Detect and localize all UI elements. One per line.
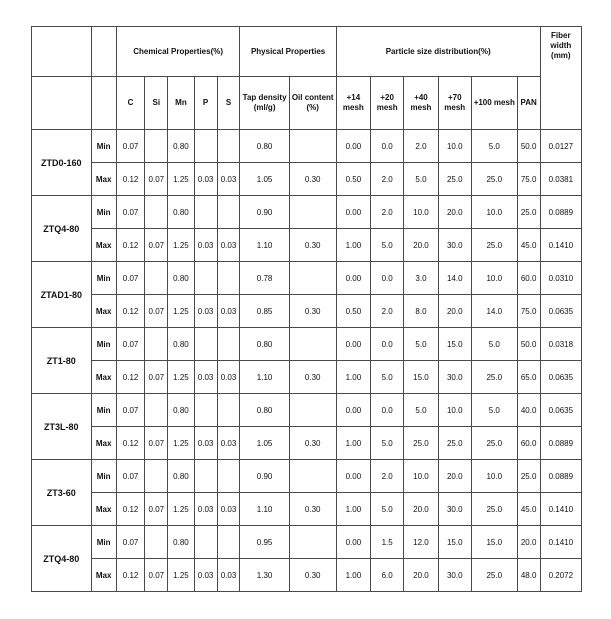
cell-si <box>145 196 168 229</box>
cell-m40: 5.0 <box>404 394 438 427</box>
cell-m70: 10.0 <box>438 130 471 163</box>
cell-oil: 0.30 <box>289 361 336 394</box>
cell-fiber: 0.1410 <box>540 493 581 526</box>
cell-oil: 0.30 <box>289 163 336 196</box>
max-label-cell: Max <box>91 427 116 460</box>
cell-pan: 25.0 <box>517 196 540 229</box>
cell-fiber: 0.0318 <box>540 328 581 361</box>
cell-m14: 0.00 <box>336 196 370 229</box>
cell-m100: 14.0 <box>471 295 517 328</box>
min-label-cell: Min <box>91 394 116 427</box>
table-row <box>32 229 582 262</box>
cell-s: 0.03 <box>217 361 240 394</box>
product-name-cell: ZTQ4-80 <box>32 526 92 592</box>
col-mesh70-header: +70 mesh <box>438 77 471 130</box>
cell-tap: 0.90 <box>240 196 289 229</box>
cell-p: 0.03 <box>194 427 217 460</box>
cell-pan: 60.0 <box>517 262 540 295</box>
cell-fiber: 0.1410 <box>540 229 581 262</box>
cell-m14: 0.00 <box>336 460 370 493</box>
cell-mn: 1.25 <box>168 427 194 460</box>
cell-m100: 25.0 <box>471 427 517 460</box>
product-name-cell: ZTQ4-80 <box>32 196 92 262</box>
cell-mn: 0.80 <box>168 130 194 163</box>
cell-m40: 20.0 <box>404 229 438 262</box>
cell-fiber: 0.0889 <box>540 427 581 460</box>
col-mn-header: Mn <box>168 77 194 130</box>
cell-m40: 5.0 <box>404 163 438 196</box>
cell-m70: 30.0 <box>438 361 471 394</box>
cell-pan: 20.0 <box>517 526 540 559</box>
specification-table <box>31 26 582 592</box>
cell-m70: 25.0 <box>438 427 471 460</box>
cell-s <box>217 262 240 295</box>
cell-tap: 1.10 <box>240 493 289 526</box>
cell-mn: 0.80 <box>168 262 194 295</box>
max-label-cell: Max <box>91 295 116 328</box>
col-c-header: C <box>116 77 145 130</box>
cell-p: 0.03 <box>194 493 217 526</box>
cell-m70: 30.0 <box>438 229 471 262</box>
group-header-row <box>32 27 582 77</box>
cell-c: 0.07 <box>116 196 145 229</box>
cell-m20: 5.0 <box>371 229 404 262</box>
cell-s <box>217 196 240 229</box>
cell-m100: 5.0 <box>471 328 517 361</box>
cell-m14: 0.00 <box>336 130 370 163</box>
cell-p: 0.03 <box>194 295 217 328</box>
cell-si: 0.07 <box>145 163 168 196</box>
cell-fiber: 0.0889 <box>540 196 581 229</box>
cell-fiber: 0.2072 <box>540 559 581 592</box>
cell-c: 0.12 <box>116 361 145 394</box>
col-p-header: P <box>194 77 217 130</box>
chemical-properties-header: Chemical Properties(%) <box>116 27 240 77</box>
cell-tap: 1.10 <box>240 229 289 262</box>
cell-m70: 20.0 <box>438 460 471 493</box>
min-label-cell: Min <box>91 526 116 559</box>
cell-m40: 20.0 <box>404 493 438 526</box>
cell-m14: 0.00 <box>336 526 370 559</box>
cell-m40: 2.0 <box>404 130 438 163</box>
cell-m70: 15.0 <box>438 526 471 559</box>
cell-si <box>145 328 168 361</box>
cell-s <box>217 526 240 559</box>
physical-properties-header: Physical Properties <box>240 27 336 77</box>
cell-fiber: 0.0635 <box>540 295 581 328</box>
table-row <box>32 262 582 295</box>
cell-p <box>194 394 217 427</box>
cell-m100: 10.0 <box>471 262 517 295</box>
column-header-row <box>32 77 582 130</box>
blank-header <box>32 77 92 130</box>
cell-si <box>145 526 168 559</box>
cell-p <box>194 130 217 163</box>
cell-m100: 25.0 <box>471 361 517 394</box>
cell-m40: 10.0 <box>404 460 438 493</box>
cell-p: 0.03 <box>194 229 217 262</box>
cell-c: 0.12 <box>116 559 145 592</box>
cell-m14: 1.00 <box>336 493 370 526</box>
table-row <box>32 130 582 163</box>
min-label-cell: Min <box>91 130 116 163</box>
cell-mn: 0.80 <box>168 196 194 229</box>
cell-s: 0.03 <box>217 559 240 592</box>
cell-tap: 0.80 <box>240 394 289 427</box>
table-row <box>32 328 582 361</box>
cell-mn: 0.80 <box>168 460 194 493</box>
cell-s: 0.03 <box>217 493 240 526</box>
cell-pan: 45.0 <box>517 229 540 262</box>
cell-c: 0.07 <box>116 262 145 295</box>
cell-si: 0.07 <box>145 229 168 262</box>
cell-m70: 14.0 <box>438 262 471 295</box>
cell-si: 0.07 <box>145 361 168 394</box>
cell-m20: 0.0 <box>371 328 404 361</box>
col-mesh100-header: +100 mesh <box>471 77 517 130</box>
cell-pan: 48.0 <box>517 559 540 592</box>
cell-m100: 25.0 <box>471 229 517 262</box>
cell-c: 0.07 <box>116 130 145 163</box>
table-row <box>32 460 582 493</box>
cell-s <box>217 460 240 493</box>
cell-m100: 25.0 <box>471 493 517 526</box>
cell-si: 0.07 <box>145 427 168 460</box>
cell-oil: 0.30 <box>289 427 336 460</box>
cell-m70: 15.0 <box>438 328 471 361</box>
cell-oil: 0.30 <box>289 559 336 592</box>
cell-tap: 0.80 <box>240 130 289 163</box>
blank-header-2 <box>91 77 116 130</box>
cell-pan: 60.0 <box>517 427 540 460</box>
col-s-header: S <box>217 77 240 130</box>
col-mesh14-header: +14 mesh <box>336 77 370 130</box>
cell-s <box>217 394 240 427</box>
cell-p <box>194 196 217 229</box>
cell-mn: 0.80 <box>168 526 194 559</box>
min-label-cell: Min <box>91 196 116 229</box>
cell-c: 0.12 <box>116 427 145 460</box>
cell-oil <box>289 328 336 361</box>
cell-m14: 0.00 <box>336 394 370 427</box>
cell-tap: 0.78 <box>240 262 289 295</box>
cell-fiber: 0.0381 <box>540 163 581 196</box>
cell-fiber: 0.0310 <box>540 262 581 295</box>
corner-cell <box>32 27 92 77</box>
cell-pan: 75.0 <box>517 163 540 196</box>
cell-mn: 1.25 <box>168 163 194 196</box>
cell-fiber: 0.0635 <box>540 394 581 427</box>
cell-m70: 30.0 <box>438 493 471 526</box>
cell-si: 0.07 <box>145 559 168 592</box>
cell-c: 0.12 <box>116 229 145 262</box>
cell-p <box>194 262 217 295</box>
cell-tap: 0.95 <box>240 526 289 559</box>
cell-pan: 40.0 <box>517 394 540 427</box>
cell-m20: 5.0 <box>371 427 404 460</box>
col-oil-content-header: Oil content (%) <box>289 77 336 130</box>
cell-m100: 10.0 <box>471 196 517 229</box>
cell-fiber: 0.0635 <box>540 361 581 394</box>
product-name-cell: ZTAD1-80 <box>32 262 92 328</box>
corner-cell-2 <box>91 27 116 77</box>
cell-c: 0.07 <box>116 328 145 361</box>
cell-mn: 0.80 <box>168 328 194 361</box>
cell-s: 0.03 <box>217 229 240 262</box>
cell-p <box>194 460 217 493</box>
cell-m20: 2.0 <box>371 460 404 493</box>
cell-m100: 10.0 <box>471 460 517 493</box>
cell-tap: 1.05 <box>240 427 289 460</box>
cell-m14: 1.00 <box>336 559 370 592</box>
cell-m100: 5.0 <box>471 130 517 163</box>
fiber-width-header: Fiber width (mm) <box>540 27 581 130</box>
cell-c: 0.07 <box>116 394 145 427</box>
cell-m20: 2.0 <box>371 163 404 196</box>
table-row <box>32 394 582 427</box>
table-row <box>32 559 582 592</box>
cell-c: 0.12 <box>116 295 145 328</box>
cell-oil: 0.30 <box>289 295 336 328</box>
cell-m70: 10.0 <box>438 394 471 427</box>
cell-m100: 25.0 <box>471 559 517 592</box>
cell-oil: 0.30 <box>289 493 336 526</box>
cell-p <box>194 526 217 559</box>
cell-m20: 1.5 <box>371 526 404 559</box>
cell-pan: 25.0 <box>517 460 540 493</box>
cell-mn: 0.80 <box>168 394 194 427</box>
max-label-cell: Max <box>91 229 116 262</box>
table-body <box>32 27 582 592</box>
cell-m20: 2.0 <box>371 196 404 229</box>
cell-pan: 50.0 <box>517 328 540 361</box>
cell-tap: 1.30 <box>240 559 289 592</box>
cell-c: 0.07 <box>116 460 145 493</box>
table-row <box>32 295 582 328</box>
col-mesh40-header: +40 mesh <box>404 77 438 130</box>
cell-oil <box>289 130 336 163</box>
cell-p: 0.03 <box>194 559 217 592</box>
cell-pan: 65.0 <box>517 361 540 394</box>
cell-oil <box>289 526 336 559</box>
col-si-header: Si <box>145 77 168 130</box>
cell-m20: 2.0 <box>371 295 404 328</box>
cell-c: 0.12 <box>116 163 145 196</box>
cell-m70: 20.0 <box>438 196 471 229</box>
cell-m100: 5.0 <box>471 394 517 427</box>
max-label-cell: Max <box>91 493 116 526</box>
cell-m100: 15.0 <box>471 526 517 559</box>
cell-p <box>194 328 217 361</box>
cell-m14: 0.00 <box>336 328 370 361</box>
cell-s: 0.03 <box>217 427 240 460</box>
cell-c: 0.12 <box>116 493 145 526</box>
cell-p: 0.03 <box>194 361 217 394</box>
cell-mn: 1.25 <box>168 559 194 592</box>
col-pan-header: PAN <box>517 77 540 130</box>
cell-oil <box>289 394 336 427</box>
product-name-cell: ZT3L-80 <box>32 394 92 460</box>
cell-m20: 6.0 <box>371 559 404 592</box>
cell-tap: 0.90 <box>240 460 289 493</box>
cell-m70: 20.0 <box>438 295 471 328</box>
min-label-cell: Min <box>91 328 116 361</box>
cell-s <box>217 328 240 361</box>
col-mesh20-header: +20 mesh <box>371 77 404 130</box>
cell-si <box>145 394 168 427</box>
cell-m40: 3.0 <box>404 262 438 295</box>
cell-s <box>217 130 240 163</box>
cell-m40: 12.0 <box>404 526 438 559</box>
cell-m70: 25.0 <box>438 163 471 196</box>
table-row <box>32 196 582 229</box>
particle-size-header: Particle size distribution(%) <box>336 27 540 77</box>
min-label-cell: Min <box>91 460 116 493</box>
cell-pan: 50.0 <box>517 130 540 163</box>
cell-mn: 1.25 <box>168 493 194 526</box>
cell-m20: 0.0 <box>371 262 404 295</box>
cell-oil: 0.30 <box>289 229 336 262</box>
cell-m40: 25.0 <box>404 427 438 460</box>
cell-si <box>145 130 168 163</box>
cell-oil <box>289 460 336 493</box>
table-row <box>32 526 582 559</box>
min-label-cell: Min <box>91 262 116 295</box>
cell-p: 0.03 <box>194 163 217 196</box>
cell-m14: 0.50 <box>336 163 370 196</box>
cell-mn: 1.25 <box>168 229 194 262</box>
cell-m14: 0.00 <box>336 262 370 295</box>
max-label-cell: Max <box>91 163 116 196</box>
cell-pan: 45.0 <box>517 493 540 526</box>
cell-oil <box>289 196 336 229</box>
table-row <box>32 163 582 196</box>
cell-m14: 1.00 <box>336 427 370 460</box>
cell-m100: 25.0 <box>471 163 517 196</box>
cell-m14: 0.50 <box>336 295 370 328</box>
cell-si <box>145 460 168 493</box>
cell-mn: 1.25 <box>168 361 194 394</box>
cell-m14: 1.00 <box>336 229 370 262</box>
max-label-cell: Max <box>91 559 116 592</box>
cell-fiber: 0.0127 <box>540 130 581 163</box>
cell-mn: 1.25 <box>168 295 194 328</box>
table-row <box>32 493 582 526</box>
cell-s: 0.03 <box>217 163 240 196</box>
cell-si: 0.07 <box>145 493 168 526</box>
product-name-cell: ZT1-80 <box>32 328 92 394</box>
cell-si <box>145 262 168 295</box>
cell-m40: 10.0 <box>404 196 438 229</box>
cell-m40: 20.0 <box>404 559 438 592</box>
cell-pan: 75.0 <box>517 295 540 328</box>
cell-m70: 30.0 <box>438 559 471 592</box>
cell-tap: 0.80 <box>240 328 289 361</box>
cell-tap: 1.05 <box>240 163 289 196</box>
cell-m40: 15.0 <box>404 361 438 394</box>
cell-fiber: 0.1410 <box>540 526 581 559</box>
cell-si: 0.07 <box>145 295 168 328</box>
cell-c: 0.07 <box>116 526 145 559</box>
cell-tap: 1.10 <box>240 361 289 394</box>
table-row <box>32 361 582 394</box>
cell-m20: 5.0 <box>371 361 404 394</box>
cell-m20: 5.0 <box>371 493 404 526</box>
cell-oil <box>289 262 336 295</box>
col-tap-density-header: Tap density (ml/g) <box>240 77 289 130</box>
cell-m40: 8.0 <box>404 295 438 328</box>
cell-m20: 0.0 <box>371 130 404 163</box>
cell-m14: 1.00 <box>336 361 370 394</box>
product-name-cell: ZTD0-160 <box>32 130 92 196</box>
cell-m20: 0.0 <box>371 394 404 427</box>
cell-tap: 0.85 <box>240 295 289 328</box>
cell-fiber: 0.0889 <box>540 460 581 493</box>
product-name-cell: ZT3-60 <box>32 460 92 526</box>
cell-m40: 5.0 <box>404 328 438 361</box>
cell-s: 0.03 <box>217 295 240 328</box>
table-row <box>32 427 582 460</box>
max-label-cell: Max <box>91 361 116 394</box>
